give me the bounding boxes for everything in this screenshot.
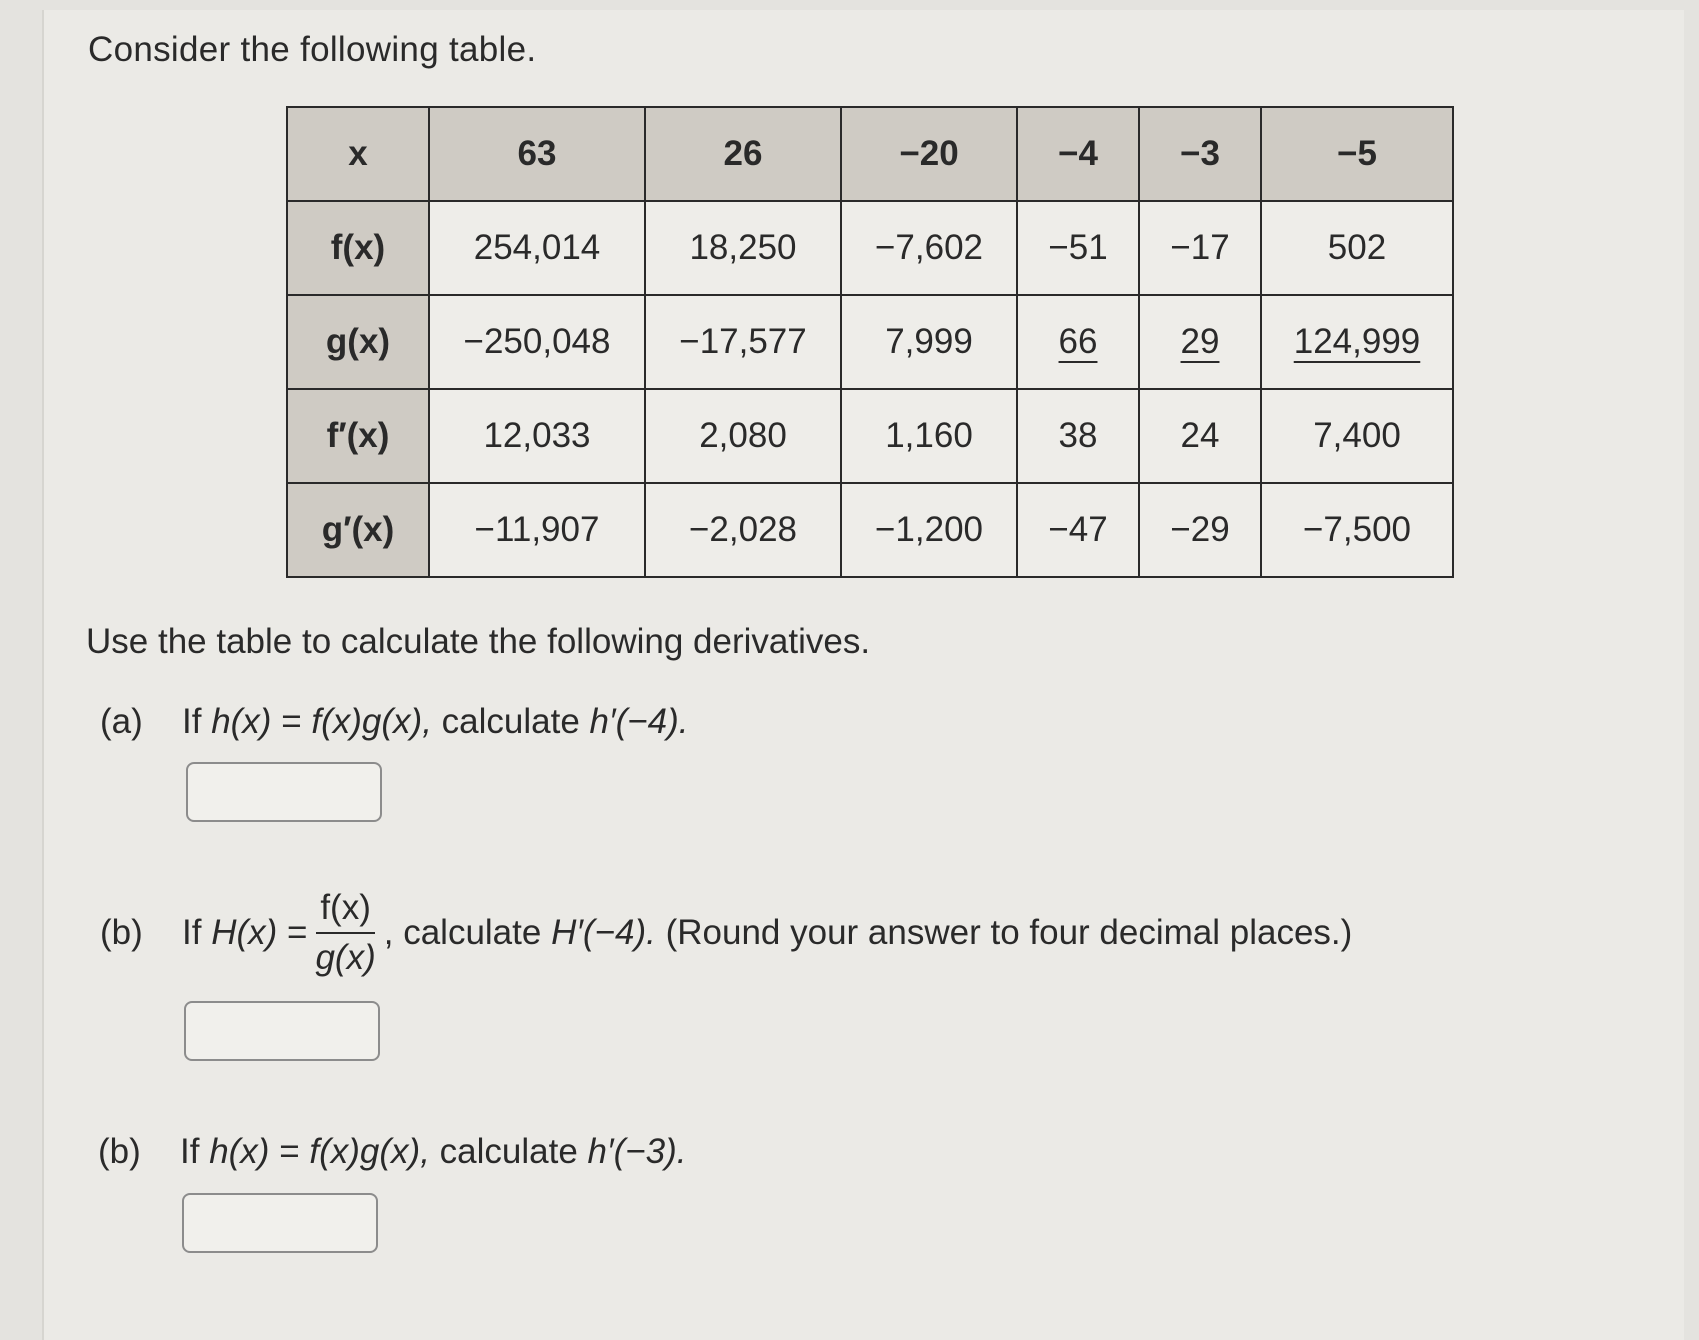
table-cell: −2,028	[645, 483, 841, 577]
question-label: (b)	[98, 1132, 141, 1171]
table-cell: 38	[1017, 389, 1139, 483]
question-equals: =	[281, 702, 302, 741]
question-expression: f(x)g(x),	[309, 1132, 430, 1171]
table-cell: −17	[1139, 201, 1261, 295]
header-cell: −4	[1017, 107, 1139, 201]
question-equals: =	[287, 913, 308, 952]
question-calculate: calculate	[439, 1132, 578, 1171]
values-table	[286, 106, 1454, 578]
table-cell	[1139, 295, 1261, 389]
header-cell: −5	[1261, 107, 1453, 201]
table-cell: −11,907	[429, 483, 645, 577]
question-a	[100, 702, 689, 742]
question-target: H′(−4).	[551, 913, 656, 952]
question-c	[98, 1132, 687, 1172]
table-cell: 24	[1139, 389, 1261, 483]
fraction-numerator: f(x)	[316, 888, 375, 934]
question-calculate: calculate	[441, 702, 580, 741]
table-row-f	[287, 201, 1453, 295]
table-cell-underlined: 124,999	[1293, 322, 1421, 361]
instructions-text: Use the table to calculate the following derivatives.	[86, 622, 871, 661]
table-cell: 7,400	[1261, 389, 1453, 483]
question-expression: f(x)g(x),	[311, 702, 432, 741]
header-cell: 26	[645, 107, 841, 201]
header-cell: −20	[841, 107, 1017, 201]
table-cell	[1017, 295, 1139, 389]
table-cell: −51	[1017, 201, 1139, 295]
question-function: h(x)	[211, 702, 272, 741]
question-target: h′(−4).	[589, 702, 689, 741]
table-cell: 18,250	[645, 201, 841, 295]
answer-input-a[interactable]	[186, 762, 382, 822]
table-cell	[1261, 295, 1453, 389]
question-b	[100, 888, 1352, 978]
intro-text: Consider the following table.	[88, 30, 537, 69]
table-cell: −29	[1139, 483, 1261, 577]
answer-input-b[interactable]	[184, 1001, 380, 1061]
answer-input-c[interactable]	[182, 1193, 378, 1253]
question-function: h(x)	[209, 1132, 270, 1171]
question-target: h′(−3).	[587, 1132, 687, 1171]
table-cell: −17,577	[645, 295, 841, 389]
question-if: If	[182, 913, 202, 952]
row-label-gprime: g′(x)	[287, 483, 429, 577]
table-header-row	[287, 107, 1453, 201]
values-table-container	[286, 106, 1454, 578]
question-if: If	[182, 702, 202, 741]
table-row-g	[287, 295, 1453, 389]
question-label: (a)	[100, 702, 143, 741]
row-label-f: f(x)	[287, 201, 429, 295]
header-cell-x: x	[287, 107, 429, 201]
table-cell: 7,999	[841, 295, 1017, 389]
header-cell: −3	[1139, 107, 1261, 201]
table-cell: −7,602	[841, 201, 1017, 295]
table-row-gprime	[287, 483, 1453, 577]
table-cell: −1,200	[841, 483, 1017, 577]
header-cell: 63	[429, 107, 645, 201]
fraction	[311, 888, 379, 978]
question-note: (Round your answer to four decimal places.)	[665, 913, 1353, 952]
question-equals: =	[279, 1132, 300, 1171]
table-cell: −47	[1017, 483, 1139, 577]
table-cell: 502	[1261, 201, 1453, 295]
table-cell: 12,033	[429, 389, 645, 483]
row-label-g: g(x)	[287, 295, 429, 389]
table-cell: −7,500	[1261, 483, 1453, 577]
table-cell: 2,080	[645, 389, 841, 483]
question-function: H(x)	[211, 913, 278, 952]
question-label: (b)	[100, 913, 143, 952]
table-row-fprime	[287, 389, 1453, 483]
row-label-fprime: f′(x)	[287, 389, 429, 483]
question-calculate: , calculate	[383, 913, 542, 952]
table-cell-underlined: 66	[1058, 322, 1098, 361]
question-if: If	[180, 1132, 200, 1171]
table-cell: 1,160	[841, 389, 1017, 483]
table-cell: −250,048	[429, 295, 645, 389]
table-cell: 254,014	[429, 201, 645, 295]
fraction-denominator: g(x)	[315, 938, 376, 977]
table-cell-underlined: 29	[1180, 322, 1220, 361]
